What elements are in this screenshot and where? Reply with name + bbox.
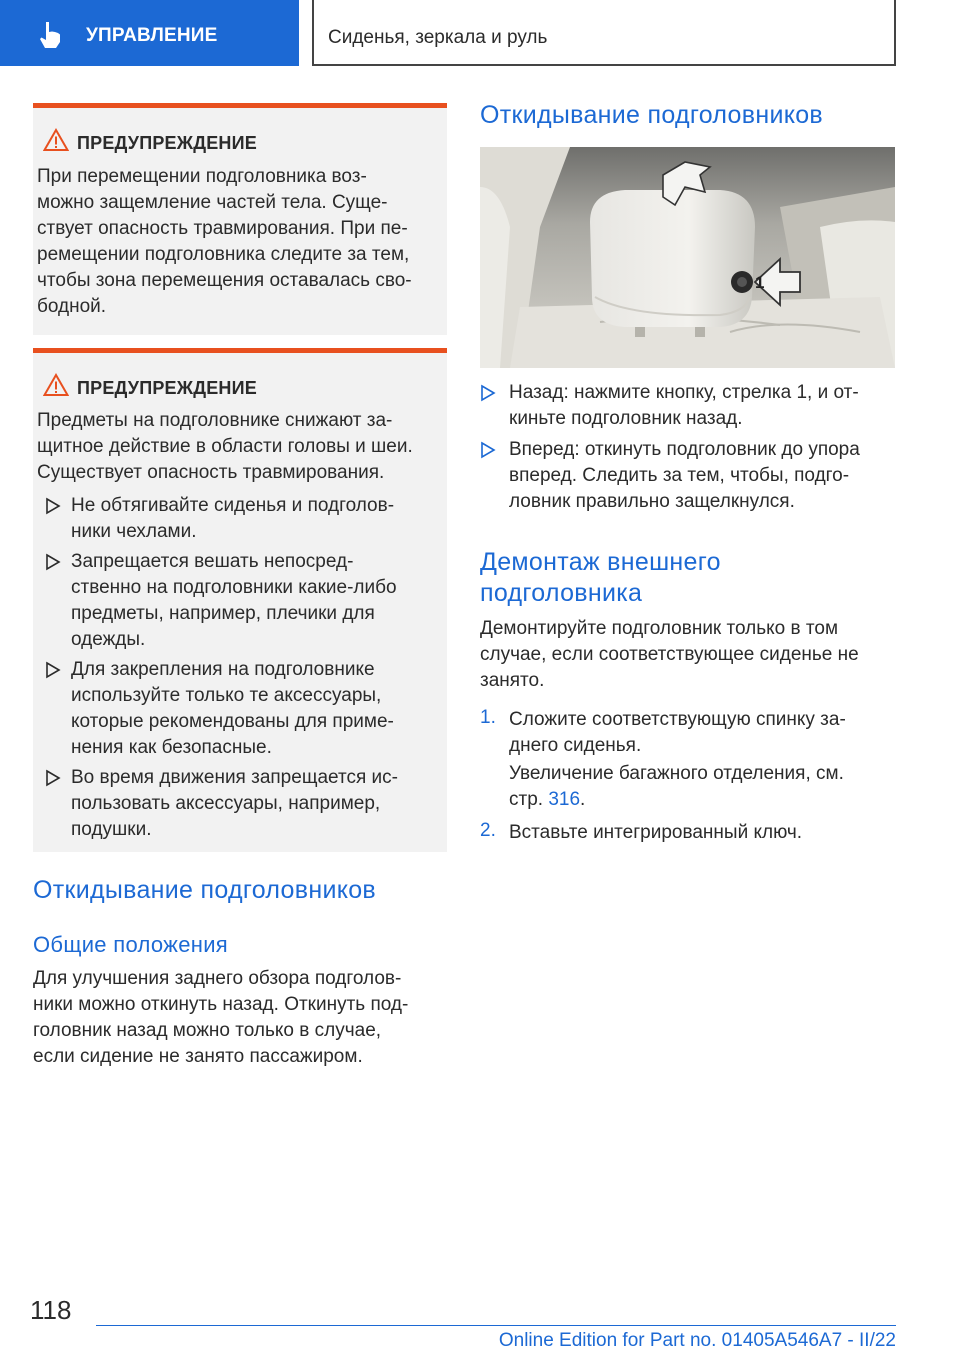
body-paragraph: Демонтируйте подголовник только в том случае, если соответствующее сиденье не занято. — [480, 618, 859, 691]
chapter-header — [312, 0, 896, 66]
section-heading: Откидывание подголовников — [33, 876, 377, 904]
warning-box — [33, 348, 447, 852]
step-number: 1. — [480, 707, 496, 728]
step-text: Сложите соответствующую спинку за- днего сиденья. — [509, 709, 846, 756]
step-note — [509, 761, 844, 813]
headrest-photo — [480, 147, 895, 368]
warning-title: ПРЕДУПРЕЖДЕНИЕ — [77, 378, 257, 398]
warning-title: ПРЕДУПРЕЖДЕНИЕ — [77, 133, 257, 153]
page-link[interactable]: 316 — [548, 789, 581, 810]
section-heading: подголовника — [480, 579, 643, 607]
step-note-text: Увеличение багажного отделения, см. стр. — [509, 763, 844, 810]
triangle-bullet-icon — [480, 384, 496, 402]
headrest-illustration — [480, 147, 895, 368]
warning-text: При перемещении подголовника воз- можно защемление частей тела. Суще- ствует опасность травмирования. При пе- ремещении подголовника следите за тем, чтобы зона перемещения оставалась сво- бодной. — [37, 166, 412, 317]
list-item-text: Запрещается вешать непосред- ственно на подголовники какие-либо предметы, например, плечики для одежды. — [71, 551, 397, 650]
triangle-bullet-icon — [45, 769, 61, 787]
warning-triangle-icon — [43, 373, 69, 397]
step-text: Вставьте интегрированный ключ. — [509, 822, 803, 843]
triangle-bullet-icon — [480, 441, 496, 459]
callout-number: 1 — [755, 273, 765, 292]
list-item-text: Вперед: откинуть подголовник до упора вперед. Следить за тем, чтобы, подго- ловник правильно защелкнулся. — [509, 439, 860, 512]
chapter-title: Сиденья, зеркала и руль — [328, 27, 548, 48]
step-number: 2. — [480, 820, 496, 841]
list-item-text: Не обтягивайте сиденья и подголов- ники чехлами. — [71, 495, 395, 542]
triangle-bullet-icon — [45, 661, 61, 679]
section-tab[interactable] — [0, 0, 299, 66]
body-paragraph: Для улучшения заднего обзора подголов- ники можно откинуть назад. Откинуть под- головник назад можно только в случае, если сидение не занято пассажиром. — [33, 968, 409, 1067]
section-label: УПРАВЛЕНИЕ — [86, 25, 218, 46]
step-note-end: . — [580, 789, 586, 810]
page-number: 118 — [30, 1295, 72, 1325]
triangle-bullet-icon — [45, 553, 61, 571]
warning-box — [33, 103, 447, 335]
list-item-text: Во время движения запрещается ис- пользовать аксессуары, например, подушки. — [71, 767, 398, 840]
footer-edition: Online Edition for Part no. 01405A546A7 - II/22 — [498, 1330, 896, 1351]
list-item-text: Для закрепления на подголовнике используйте только те аксессуары, которые рекомендованы для приме- нения как безопасные. — [71, 659, 394, 758]
hand-pointer-icon — [36, 20, 66, 50]
section-heading: Откидывание подголовников — [480, 101, 824, 129]
triangle-bullet-icon — [45, 497, 61, 515]
warning-triangle-icon — [43, 128, 69, 152]
warning-text: Предметы на подголовнике снижают за- щитное действие в области головы и шеи. Существует опасность травмирования. — [37, 410, 413, 483]
footer-divider — [96, 1325, 896, 1326]
subsection-heading: Общие положения — [33, 932, 228, 957]
section-heading: Демонтаж внешнего — [480, 548, 721, 576]
list-item-text: Назад: нажмите кнопку, стрелка 1, и от- киньте подголовник назад. — [509, 382, 859, 429]
